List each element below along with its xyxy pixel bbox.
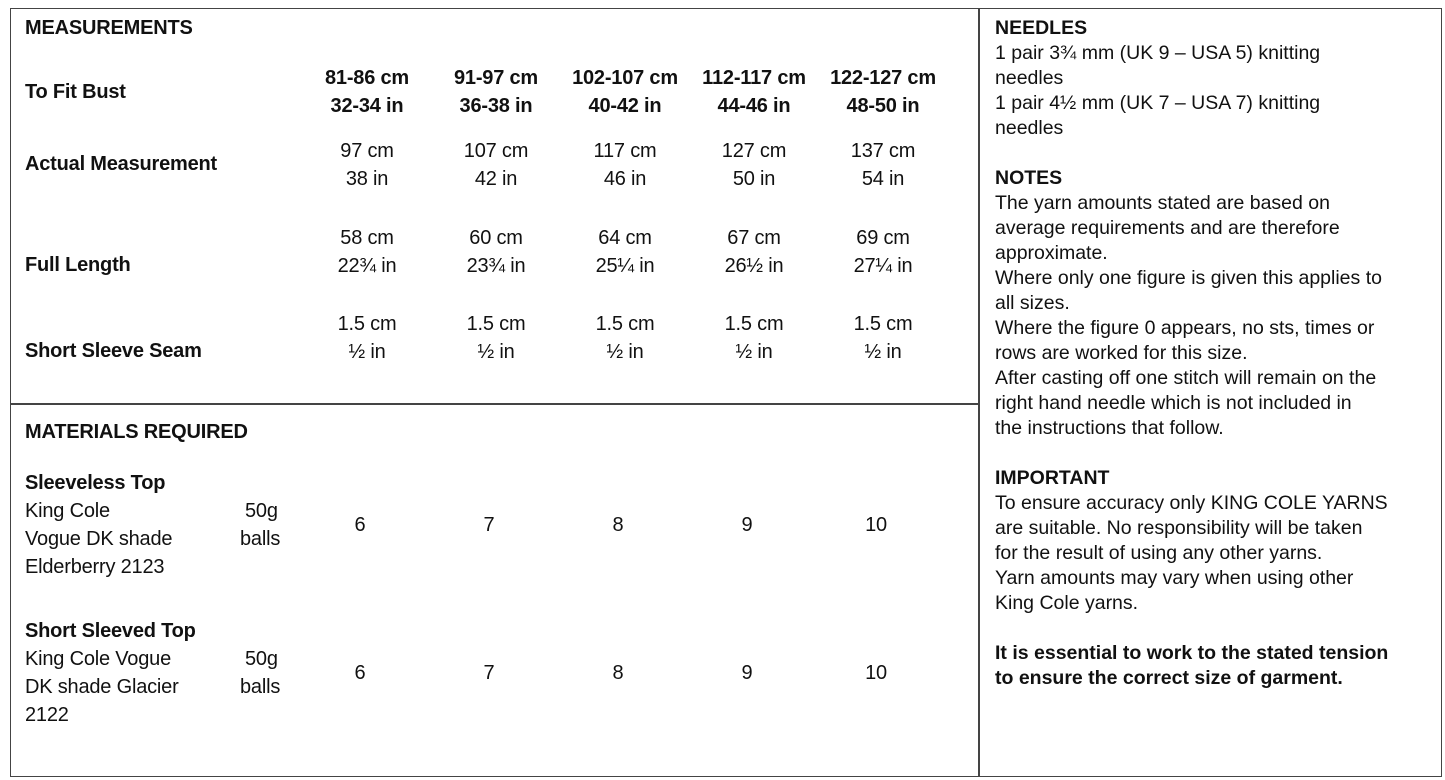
size-value-cm: 127 cm xyxy=(721,140,787,162)
size-value-in: ½ in xyxy=(348,341,386,363)
size-value-in: 32-34 in xyxy=(330,95,404,117)
notes-line: approximate. xyxy=(995,242,1108,264)
size-value-in: 38 in xyxy=(345,168,389,190)
row-label: Full Length xyxy=(25,254,131,276)
size-value-in: 46 in xyxy=(603,168,647,190)
ball-count: 6 xyxy=(354,662,366,684)
size-value-cm: 1.5 cm xyxy=(595,313,655,335)
ball-count: 10 xyxy=(865,514,887,536)
yarn-description: King Cole Vogue xyxy=(25,648,172,670)
important-line: for the result of using any other yarns. xyxy=(995,542,1323,564)
tension-warning: It is essential to work to the stated tension xyxy=(995,642,1389,664)
size-value-cm: 69 cm xyxy=(856,227,910,249)
notes-line: rows are worked for this size. xyxy=(995,342,1248,364)
needles-line: needles xyxy=(995,67,1064,89)
tension-warning: to ensure the correct size of garment. xyxy=(995,667,1343,689)
needles-line: 1 pair 4½ mm (UK 7 – USA 7) knitting xyxy=(995,92,1321,114)
needles-line: 1 pair 3¾ mm (UK 9 – USA 5) knitting xyxy=(995,42,1321,64)
ball-count: 7 xyxy=(483,514,495,536)
ball-count: 8 xyxy=(612,514,624,536)
ball-count: 8 xyxy=(612,662,624,684)
section-divider xyxy=(10,403,979,405)
needles-line: needles xyxy=(995,117,1064,139)
size-value-cm: 117 cm xyxy=(593,140,657,162)
size-value-in: ½ in xyxy=(864,341,902,363)
notes-line: all sizes. xyxy=(995,292,1070,314)
notes-line: right hand needle which is not included in xyxy=(995,392,1352,414)
materials-title: MATERIALS REQUIRED xyxy=(25,421,248,443)
size-value-in: 36-38 in xyxy=(459,95,533,117)
size-value-cm: 67 cm xyxy=(727,227,781,249)
size-value-in: 50 in xyxy=(732,168,776,190)
notes-line: the instructions that follow. xyxy=(995,417,1224,439)
ball-count: 7 xyxy=(483,662,495,684)
size-value-in: 44-46 in xyxy=(717,95,791,117)
unit-weight: 50g xyxy=(245,500,278,522)
important-line: King Cole yarns. xyxy=(995,592,1139,614)
spacer xyxy=(995,441,1435,466)
size-value-cm: 64 cm xyxy=(598,227,652,249)
size-value-cm: 58 cm xyxy=(340,227,394,249)
size-value-cm: 102-107 cm xyxy=(572,67,678,89)
size-value-in: 48-50 in xyxy=(846,95,920,117)
size-value-cm: 81-86 cm xyxy=(324,67,409,89)
row-label: To Fit Bust xyxy=(25,81,126,103)
size-value-in: 27¼ in xyxy=(853,255,913,277)
size-value-in: 22¾ in xyxy=(337,255,397,277)
notes-line: Where the figure 0 appears, no sts, times or xyxy=(995,317,1375,339)
notes-line: The yarn amounts stated are based on xyxy=(995,192,1330,214)
row-label: Short Sleeve Seam xyxy=(25,340,202,362)
yarn-description: Vogue DK shade xyxy=(25,528,173,550)
column-divider xyxy=(978,8,980,777)
important-title: IMPORTANT xyxy=(995,467,1110,489)
size-value-in: ½ in xyxy=(477,341,515,363)
size-value-cm: 122-127 cm xyxy=(830,67,936,89)
needles-title: NEEDLES xyxy=(995,17,1088,39)
notes-line: Where only one figure is given this applies to xyxy=(995,267,1382,289)
size-value-cm: 91-97 cm xyxy=(453,67,538,89)
notes-line: average requirements and are therefore xyxy=(995,217,1340,239)
notes-line: After casting off one stitch will remain on the xyxy=(995,367,1377,389)
yarn-description: DK shade Glacier xyxy=(25,676,179,698)
important-line: Yarn amounts may vary when using other xyxy=(995,567,1354,589)
size-value-cm: 1.5 cm xyxy=(724,313,784,335)
size-value-in: 54 in xyxy=(861,168,905,190)
ball-count: 9 xyxy=(741,514,753,536)
important-line: are suitable. No responsibility will be taken xyxy=(995,517,1363,539)
unit-balls: balls xyxy=(240,676,281,698)
ball-count: 9 xyxy=(741,662,753,684)
size-value-in: ½ in xyxy=(606,341,644,363)
size-value-in: 23¾ in xyxy=(466,255,526,277)
ball-count: 10 xyxy=(865,662,887,684)
size-value-cm: 1.5 cm xyxy=(466,313,526,335)
size-value-cm: 137 cm xyxy=(850,140,916,162)
yarn-description: King Cole xyxy=(25,500,110,522)
row-label: Actual Measurement xyxy=(25,153,218,175)
size-value-cm: 97 cm xyxy=(340,140,394,162)
important-line: To ensure accuracy only KING COLE YARNS xyxy=(995,492,1388,514)
spacer xyxy=(995,141,1435,166)
size-value-cm: 107 cm xyxy=(463,140,529,162)
size-value-in: 25¼ in xyxy=(595,255,655,277)
size-value-cm: 60 cm xyxy=(469,227,523,249)
unit-weight: 50g xyxy=(245,648,278,670)
info-panel xyxy=(995,16,1435,691)
size-value-in: 26½ in xyxy=(724,255,784,277)
size-value-in: 42 in xyxy=(474,168,518,190)
size-value-cm: 1.5 cm xyxy=(853,313,913,335)
measurements-title: MEASUREMENTS xyxy=(25,17,193,39)
notes-title: NOTES xyxy=(995,167,1063,189)
yarn-description: 2122 xyxy=(25,704,69,726)
size-value-cm: 112-117 cm xyxy=(702,67,806,89)
yarn-description: Elderberry 2123 xyxy=(25,556,165,578)
unit-balls: balls xyxy=(240,528,281,550)
size-value-in: ½ in xyxy=(735,341,773,363)
size-value-cm: 1.5 cm xyxy=(337,313,397,335)
material-name: Short Sleeved Top xyxy=(25,620,196,642)
spacer xyxy=(995,616,1435,641)
material-name: Sleeveless Top xyxy=(25,472,166,494)
size-value-in: 40-42 in xyxy=(588,95,662,117)
ball-count: 6 xyxy=(354,514,366,536)
